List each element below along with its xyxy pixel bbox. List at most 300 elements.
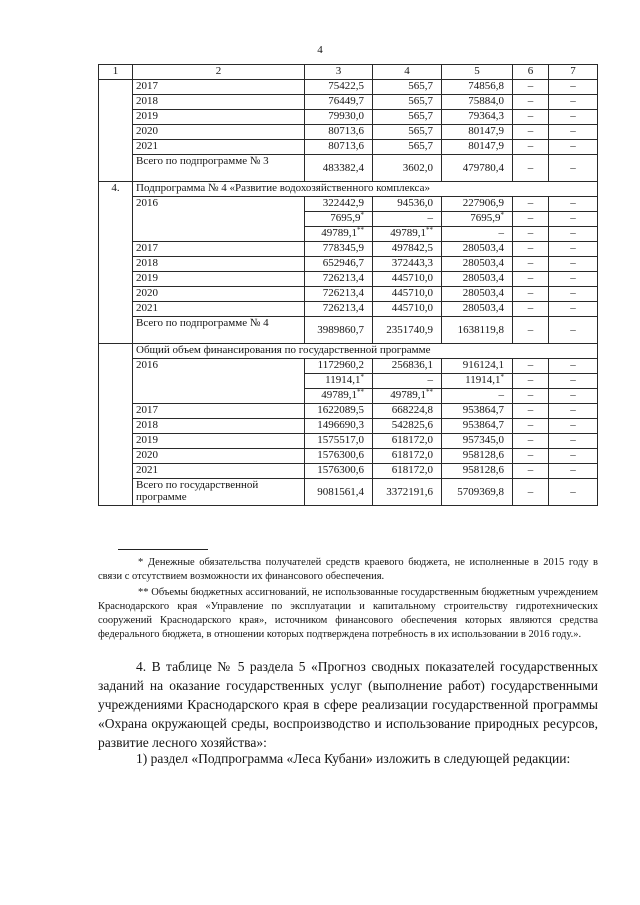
year-label bbox=[133, 95, 305, 110]
cell-value: – bbox=[570, 302, 576, 314]
cell-value: – bbox=[527, 95, 534, 107]
cell-value: 726213,4 bbox=[322, 302, 364, 314]
year-label bbox=[133, 434, 305, 449]
cell-value: 280503,4 bbox=[462, 287, 504, 299]
cell-value: 1622089,5 bbox=[317, 404, 364, 416]
cell-value: 79930,0 bbox=[328, 110, 364, 122]
cell-value: – bbox=[527, 485, 534, 498]
table-row bbox=[99, 197, 598, 212]
value-c6 bbox=[513, 317, 549, 344]
value-c7 bbox=[549, 374, 598, 389]
value-c4 bbox=[373, 140, 442, 155]
cell-value: 372443,3 bbox=[391, 257, 433, 269]
table-row bbox=[99, 125, 598, 140]
cell-value: – bbox=[527, 212, 534, 224]
cell-value: 280503,4 bbox=[462, 302, 504, 314]
table-header-row bbox=[99, 65, 598, 80]
value-c6 bbox=[513, 374, 549, 389]
cell-value: 483382,4 bbox=[322, 161, 364, 174]
table-row bbox=[99, 464, 598, 479]
column-header bbox=[442, 65, 513, 80]
value-c7 bbox=[549, 197, 598, 212]
cell-value: – bbox=[570, 272, 576, 284]
cell-value: 497842,5 bbox=[391, 242, 433, 254]
table-row bbox=[99, 287, 598, 302]
cell-value: – bbox=[570, 464, 576, 476]
value-c5 bbox=[442, 242, 513, 257]
cell-value: – bbox=[527, 323, 534, 336]
cell-value: 49789,1 bbox=[390, 389, 426, 401]
section-title bbox=[133, 344, 598, 359]
value-c7 bbox=[549, 227, 598, 242]
cell-value: – bbox=[570, 95, 576, 107]
cell-value: 2020 bbox=[136, 449, 158, 461]
cell-value: 2019 bbox=[136, 110, 158, 122]
cell-value: – bbox=[527, 434, 534, 446]
value-c5 bbox=[442, 359, 513, 374]
column-header bbox=[373, 65, 442, 80]
financing-table bbox=[98, 64, 598, 506]
value-c3 bbox=[305, 449, 373, 464]
value-c4 bbox=[373, 257, 442, 272]
table-row bbox=[99, 140, 598, 155]
table-row bbox=[99, 257, 598, 272]
cell-value: 80713,6 bbox=[328, 125, 364, 137]
year-label bbox=[133, 110, 305, 125]
value-c5 bbox=[442, 155, 513, 182]
value-c3 bbox=[305, 359, 373, 374]
year-label bbox=[133, 404, 305, 419]
table-row bbox=[99, 434, 598, 449]
year-label bbox=[133, 449, 305, 464]
value-c4 bbox=[373, 197, 442, 212]
cell-value: 280503,4 bbox=[462, 272, 504, 284]
value-c6 bbox=[513, 479, 549, 506]
year-label bbox=[133, 359, 305, 404]
value-c4 bbox=[373, 242, 442, 257]
cell-value: 565,7 bbox=[408, 140, 433, 152]
cell-value: 2019 bbox=[136, 434, 158, 446]
value-c4 bbox=[373, 212, 442, 227]
value-c6 bbox=[513, 197, 549, 212]
cell-value: – bbox=[527, 464, 534, 476]
value-c6 bbox=[513, 464, 549, 479]
value-c4 bbox=[373, 359, 442, 374]
cell-value: 49789,1 bbox=[390, 227, 426, 239]
cell-value: 2018 bbox=[136, 257, 158, 269]
value-c7 bbox=[549, 110, 598, 125]
value-c3 bbox=[305, 479, 373, 506]
cell-value: 11914,1 bbox=[325, 374, 361, 386]
cell-value: – bbox=[527, 302, 534, 314]
cell-value: 5709369,8 bbox=[457, 485, 504, 498]
cell-value: 565,7 bbox=[408, 110, 433, 122]
cell-value: – bbox=[570, 449, 576, 461]
value-c3 bbox=[305, 242, 373, 257]
column-header bbox=[513, 65, 549, 80]
value-c6 bbox=[513, 155, 549, 182]
footnote-marker: * bbox=[360, 373, 364, 381]
value-c3 bbox=[305, 464, 373, 479]
value-c6 bbox=[513, 212, 549, 227]
value-c3 bbox=[305, 302, 373, 317]
value-c7 bbox=[549, 257, 598, 272]
cell-value: – bbox=[527, 140, 534, 152]
value-c5 bbox=[442, 374, 513, 389]
value-c6 bbox=[513, 125, 549, 140]
cell-value: – bbox=[527, 359, 534, 371]
value-c6 bbox=[513, 80, 549, 95]
cell-value: 479780,4 bbox=[462, 161, 504, 174]
value-c5 bbox=[442, 404, 513, 419]
footnote-marker: ** bbox=[426, 226, 433, 234]
paragraph-4-1: 1) раздел «Подпрограмма «Леса Кубани» изложить в следующей редакции: bbox=[136, 751, 571, 766]
value-c7 bbox=[549, 464, 598, 479]
cell-value: – bbox=[570, 161, 576, 174]
value-c5 bbox=[442, 272, 513, 287]
value-c6 bbox=[513, 257, 549, 272]
cell-value: – bbox=[570, 359, 576, 371]
total-label bbox=[133, 317, 305, 344]
value-c7 bbox=[549, 302, 598, 317]
cell-value: 618172,0 bbox=[391, 434, 433, 446]
value-c4 bbox=[373, 449, 442, 464]
cell-value: 565,7 bbox=[408, 95, 433, 107]
year-label bbox=[133, 257, 305, 272]
value-c3 bbox=[305, 404, 373, 419]
value-c4 bbox=[373, 389, 442, 404]
value-c5 bbox=[442, 110, 513, 125]
value-c5 bbox=[442, 227, 513, 242]
table-row bbox=[99, 80, 598, 95]
year-label bbox=[133, 419, 305, 434]
cell-value: – bbox=[570, 212, 576, 224]
value-c3 bbox=[305, 317, 373, 344]
value-c5 bbox=[442, 434, 513, 449]
column-header bbox=[133, 65, 305, 80]
cell-value: – bbox=[498, 389, 504, 401]
cell-value: – bbox=[527, 374, 534, 386]
cell-value: 2018 bbox=[136, 419, 158, 431]
cell-value: Всего по государственной программе bbox=[136, 479, 259, 503]
value-c7 bbox=[549, 95, 598, 110]
value-c4 bbox=[373, 479, 442, 506]
cell-value: 3372191,6 bbox=[386, 485, 433, 498]
year-label bbox=[133, 197, 305, 242]
value-c5 bbox=[442, 212, 513, 227]
cell-value: 4 bbox=[404, 65, 410, 77]
cell-value: 726213,4 bbox=[322, 272, 364, 284]
cell-value: 7695,9 bbox=[330, 212, 361, 224]
cell-value: 618172,0 bbox=[391, 464, 433, 476]
value-c6 bbox=[513, 449, 549, 464]
section-number bbox=[99, 182, 133, 344]
cell-value: – bbox=[570, 434, 576, 446]
cell-value: – bbox=[570, 257, 576, 269]
cell-value: – bbox=[570, 125, 576, 137]
cell-value: 11914,1 bbox=[465, 374, 501, 386]
total-label bbox=[133, 155, 305, 182]
value-c3 bbox=[305, 125, 373, 140]
cell-value: 953864,7 bbox=[462, 404, 504, 416]
table-row bbox=[99, 404, 598, 419]
year-label bbox=[133, 80, 305, 95]
value-c7 bbox=[549, 449, 598, 464]
cell-value: – bbox=[527, 287, 534, 299]
cell-value: 2021 bbox=[136, 140, 158, 152]
value-c5 bbox=[442, 197, 513, 212]
cell-value: 2020 bbox=[136, 287, 158, 299]
cell-value: 1 bbox=[112, 65, 119, 77]
cell-value: – bbox=[527, 404, 534, 416]
value-c4 bbox=[373, 227, 442, 242]
cell-value: 7 bbox=[570, 65, 576, 77]
value-c7 bbox=[549, 80, 598, 95]
cell-value: 4. bbox=[111, 182, 120, 194]
table-row bbox=[99, 95, 598, 110]
table-row bbox=[99, 242, 598, 257]
cell-value: 1638119,8 bbox=[457, 323, 504, 336]
cell-value: 80147,9 bbox=[468, 125, 504, 137]
value-c4 bbox=[373, 287, 442, 302]
total-label bbox=[133, 479, 305, 506]
cell-value: 256836,1 bbox=[391, 359, 433, 371]
value-c3 bbox=[305, 155, 373, 182]
value-c3 bbox=[305, 374, 373, 389]
value-c7 bbox=[549, 212, 598, 227]
cell-value: 2019 bbox=[136, 272, 158, 284]
section-title-row bbox=[99, 344, 598, 359]
value-c4 bbox=[373, 80, 442, 95]
value-c6 bbox=[513, 434, 549, 449]
cell-value: 618172,0 bbox=[391, 449, 433, 461]
value-c4 bbox=[373, 302, 442, 317]
value-c7 bbox=[549, 125, 598, 140]
value-c3 bbox=[305, 257, 373, 272]
cell-value: 49789,1 bbox=[321, 389, 357, 401]
value-c5 bbox=[442, 449, 513, 464]
footnote-marker: * bbox=[360, 211, 364, 219]
cell-value: 958128,6 bbox=[462, 449, 504, 461]
value-c4 bbox=[373, 125, 442, 140]
cell-value: 957345,0 bbox=[462, 434, 504, 446]
value-c4 bbox=[373, 434, 442, 449]
value-c6 bbox=[513, 242, 549, 257]
cell-value: Подпрограмма № 4 «Развитие водохозяйственного комплекса» bbox=[136, 182, 430, 194]
value-c7 bbox=[549, 359, 598, 374]
cell-value: Общий объем финансирования по государственной программе bbox=[136, 344, 431, 356]
cell-value: 3602,0 bbox=[402, 161, 433, 174]
year-label bbox=[133, 272, 305, 287]
cell-value: 2351740,9 bbox=[386, 323, 433, 336]
cell-value: 1576300,6 bbox=[317, 449, 364, 461]
value-c4 bbox=[373, 272, 442, 287]
value-c6 bbox=[513, 272, 549, 287]
cell-value: 280503,4 bbox=[462, 242, 504, 254]
cell-value: – bbox=[570, 485, 576, 498]
cell-value: – bbox=[570, 374, 576, 386]
value-c5 bbox=[442, 95, 513, 110]
cell-value: – bbox=[570, 389, 576, 401]
cell-value: – bbox=[527, 272, 534, 284]
cell-value: – bbox=[527, 110, 534, 122]
cell-value: 80147,9 bbox=[468, 140, 504, 152]
footnote-marker: ** bbox=[426, 388, 433, 396]
value-c4 bbox=[373, 155, 442, 182]
cell-value: 445710,0 bbox=[391, 287, 433, 299]
value-c5 bbox=[442, 287, 513, 302]
column-header bbox=[99, 65, 133, 80]
value-c3 bbox=[305, 110, 373, 125]
cell-value: 2021 bbox=[136, 302, 158, 314]
value-c3 bbox=[305, 95, 373, 110]
cell-value: 79364,3 bbox=[468, 110, 504, 122]
cell-value: 2017 bbox=[136, 80, 158, 92]
value-c4 bbox=[373, 464, 442, 479]
total-row bbox=[99, 479, 598, 506]
cell-value: 2021 bbox=[136, 464, 158, 476]
cell-value: 5 bbox=[474, 65, 480, 77]
value-c3 bbox=[305, 272, 373, 287]
value-c6 bbox=[513, 302, 549, 317]
cell-value: 958128,6 bbox=[462, 464, 504, 476]
cell-value: 1575517,0 bbox=[317, 434, 364, 446]
value-c7 bbox=[549, 434, 598, 449]
value-c3 bbox=[305, 140, 373, 155]
cell-value: 953864,7 bbox=[462, 419, 504, 431]
value-c5 bbox=[442, 302, 513, 317]
value-c7 bbox=[549, 419, 598, 434]
year-label bbox=[133, 287, 305, 302]
cell-value: 778345,9 bbox=[322, 242, 364, 254]
table-row bbox=[99, 302, 598, 317]
cell-value: – bbox=[427, 212, 433, 224]
value-c5 bbox=[442, 257, 513, 272]
value-c5 bbox=[442, 479, 513, 506]
value-c3 bbox=[305, 212, 373, 227]
value-c4 bbox=[373, 419, 442, 434]
cell-value: 1172960,2 bbox=[317, 359, 364, 371]
cell-value: 6 bbox=[527, 65, 534, 77]
cell-value: 280503,4 bbox=[462, 257, 504, 269]
cell-value: Всего по подпрограмме № 3 bbox=[136, 155, 269, 167]
cell-value: – bbox=[570, 287, 576, 299]
cell-value: – bbox=[527, 80, 534, 92]
value-c6 bbox=[513, 110, 549, 125]
cell-value: – bbox=[570, 404, 576, 416]
cell-value: 49789,1 bbox=[321, 227, 357, 239]
cell-value: – bbox=[570, 323, 576, 336]
cell-value: – bbox=[570, 110, 576, 122]
cell-value: – bbox=[527, 242, 534, 254]
cell-value: 94536,0 bbox=[397, 197, 433, 209]
value-c4 bbox=[373, 317, 442, 344]
cell-value: – bbox=[570, 419, 576, 431]
cell-value: – bbox=[527, 389, 534, 401]
cell-value: 75422,5 bbox=[328, 80, 364, 92]
cell-value: 668224,8 bbox=[391, 404, 433, 416]
year-label bbox=[133, 302, 305, 317]
year-label bbox=[133, 242, 305, 257]
footnote-marker: * bbox=[500, 373, 504, 381]
cell-value: 227906,9 bbox=[462, 197, 504, 209]
footnote-2: ** Объемы бюджетных ассигнований, не использованные государственным бюджетным учреждением Краснодарского края «Управление по эксплуатации и капитальному строительству гидротехнических сооружений Краснодарского края», источником финансового обеспечения которых являются средства федерального бюджета, в отношении которых подтверждена потребность в их использовании в 2016 году.». bbox=[98, 587, 598, 640]
table-row bbox=[99, 110, 598, 125]
cell-value: 74856,8 bbox=[468, 80, 504, 92]
footnote-divider bbox=[118, 549, 208, 550]
value-c4 bbox=[373, 95, 442, 110]
value-c5 bbox=[442, 389, 513, 404]
cell-value: 445710,0 bbox=[391, 302, 433, 314]
cell-value: – bbox=[527, 197, 534, 209]
cell-value: 75884,0 bbox=[468, 95, 504, 107]
value-c4 bbox=[373, 374, 442, 389]
cell-value: – bbox=[527, 449, 534, 461]
page-number: 4 bbox=[317, 44, 323, 56]
cell-value: 9081561,4 bbox=[317, 485, 364, 498]
footnote-marker: ** bbox=[357, 388, 364, 396]
cell-value: – bbox=[427, 374, 433, 386]
value-c3 bbox=[305, 227, 373, 242]
cell-value: 3 bbox=[335, 65, 342, 77]
value-c6 bbox=[513, 95, 549, 110]
value-c3 bbox=[305, 419, 373, 434]
section-title bbox=[133, 182, 598, 197]
cell-value: – bbox=[570, 227, 576, 239]
table-row bbox=[99, 419, 598, 434]
value-c6 bbox=[513, 389, 549, 404]
value-c3 bbox=[305, 80, 373, 95]
value-c6 bbox=[513, 227, 549, 242]
table-row bbox=[99, 272, 598, 287]
cell-value: – bbox=[527, 227, 534, 239]
year-label bbox=[133, 464, 305, 479]
cell-value: – bbox=[570, 242, 576, 254]
value-c5 bbox=[442, 125, 513, 140]
cell-value: 1576300,6 bbox=[317, 464, 364, 476]
cell-value: 726213,4 bbox=[322, 287, 364, 299]
value-c6 bbox=[513, 419, 549, 434]
cell-value: 445710,0 bbox=[391, 272, 433, 284]
cell-value: Всего по подпрограмме № 4 bbox=[136, 317, 269, 329]
year-label bbox=[133, 125, 305, 140]
value-c6 bbox=[513, 140, 549, 155]
value-c6 bbox=[513, 404, 549, 419]
cell-value: 7695,9 bbox=[470, 212, 501, 224]
cell-value: 2020 bbox=[136, 125, 158, 137]
value-c5 bbox=[442, 140, 513, 155]
year-label bbox=[133, 140, 305, 155]
value-c7 bbox=[549, 242, 598, 257]
value-c7 bbox=[549, 140, 598, 155]
footnote-marker: * bbox=[500, 211, 504, 219]
cell-value: – bbox=[527, 419, 534, 431]
value-c7 bbox=[549, 389, 598, 404]
cell-value: 2 bbox=[215, 65, 222, 77]
value-c5 bbox=[442, 317, 513, 344]
cell-value: – bbox=[527, 257, 534, 269]
cell-value: 565,7 bbox=[408, 80, 433, 92]
value-c7 bbox=[549, 272, 598, 287]
total-row bbox=[99, 317, 598, 344]
table-row bbox=[99, 449, 598, 464]
table-row bbox=[99, 359, 598, 374]
cell-value: 542825,6 bbox=[391, 419, 433, 431]
cell-value: – bbox=[570, 197, 576, 209]
cell-value: 2017 bbox=[136, 404, 158, 416]
value-c6 bbox=[513, 359, 549, 374]
cell-value: 565,7 bbox=[408, 125, 433, 137]
